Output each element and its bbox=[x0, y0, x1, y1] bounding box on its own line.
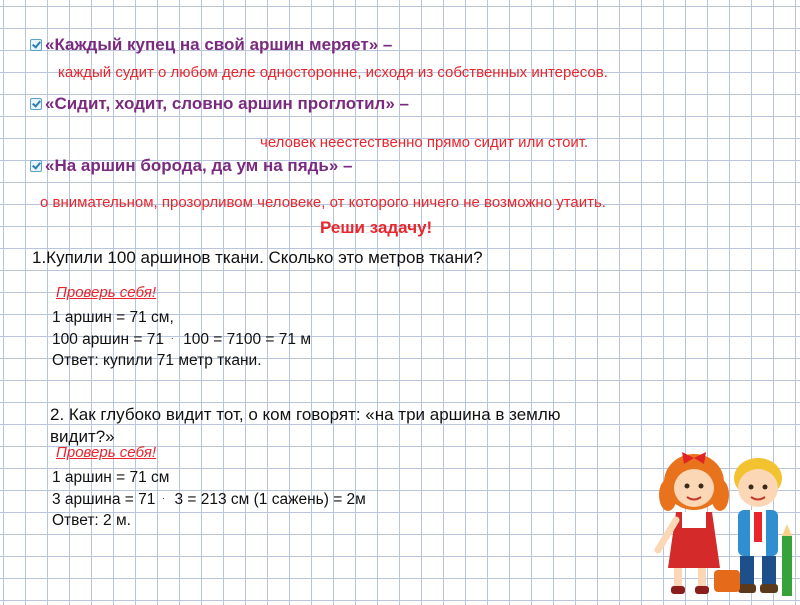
saying-3-phrase: «На аршин борода, да ум на пядь» – bbox=[45, 156, 353, 175]
saying-3-meaning: о внимательном, прозорливом человеке, от которого ничего не возможно утаить. bbox=[40, 194, 606, 211]
task-1-question: 1.Купили 100 аршинов ткани. Сколько это метров ткани? bbox=[32, 248, 483, 267]
task-1-check-label: Проверь себя! bbox=[56, 284, 157, 301]
saying-3 bbox=[30, 156, 353, 176]
task-2-line-2a: 3 аршина = 71 bbox=[52, 491, 156, 508]
task-2-solution bbox=[52, 467, 366, 531]
task-2-question-line-2: видит?» bbox=[50, 427, 115, 446]
saying-1-meaning: каждый судит о любом деле односторонне, исходя из собственных интересов. bbox=[58, 64, 608, 81]
task-2-line-1: 1 аршин = 71 см bbox=[52, 469, 170, 486]
task-2-line-3: Ответ: 2 м. bbox=[52, 512, 131, 529]
task-heading: Реши задачу! bbox=[320, 218, 433, 237]
checkbox-bullet-icon bbox=[30, 39, 42, 51]
multiply-dot: · bbox=[159, 493, 171, 503]
saying-1-phrase: «Каждый купец на свой аршин меряет» – bbox=[45, 35, 393, 54]
saying-2-meaning: человек неестественно прямо сидит или стоит. bbox=[260, 134, 589, 151]
children-illustration bbox=[654, 440, 800, 600]
saying-1 bbox=[30, 35, 392, 55]
task-1-line-2b: 100 = 7100 = 71 м bbox=[183, 331, 311, 348]
task-2-line-2 bbox=[52, 488, 366, 510]
checkbox-bullet-icon bbox=[30, 160, 42, 172]
saying-2 bbox=[30, 94, 409, 114]
task-2-question bbox=[50, 404, 561, 448]
saying-2-phrase: «Сидит, ходит, словно аршин проглотил» – bbox=[45, 94, 409, 113]
task-1-line-1: 1 аршин = 71 см, bbox=[52, 309, 174, 326]
task-1-line-2a: 100 аршин = 71 bbox=[52, 331, 164, 348]
checkbox-bullet-icon bbox=[30, 98, 42, 110]
multiply-dot: · bbox=[168, 333, 179, 343]
task-2-line-2b: 3 = 213 см (1 сажень) = 2м bbox=[174, 491, 366, 508]
task-1-line-2 bbox=[52, 328, 311, 350]
task-1-line-3: Ответ: купили 71 метр ткани. bbox=[52, 352, 262, 369]
task-1-solution bbox=[52, 307, 311, 371]
task-2-question-line-1: 2. Как глубоко видит тот, о ком говорят: «на три аршина в землю bbox=[50, 405, 561, 424]
task-2-check-label: Проверь себя! bbox=[56, 444, 157, 461]
